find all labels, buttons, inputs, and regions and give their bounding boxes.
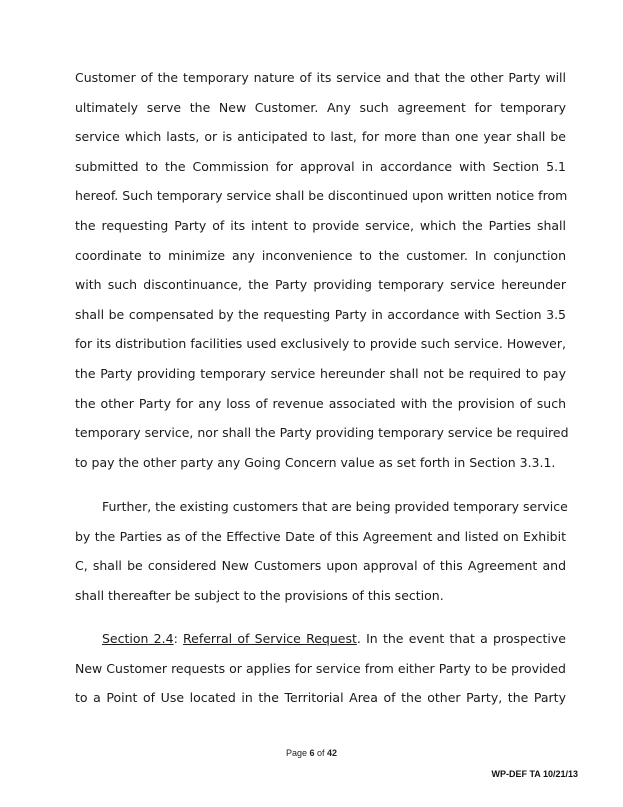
paragraph-existing-customers xyxy=(75,492,566,610)
text-line: hereof. Such temporary service shall be discontinued upon written notice from xyxy=(75,188,568,204)
text-line: by the Parties as of the Effective Date of this Agreement and listed on Exhibit xyxy=(75,528,566,544)
text-line: ultimately serve the New Customer. Any such agreement for temporary xyxy=(75,99,566,115)
document-id: WP-DEF TA 10/21/13 xyxy=(491,769,578,779)
text-line: shall be compensated by the requesting Party in accordance with Section 3.5 xyxy=(75,306,566,322)
paragraph-temporary-service xyxy=(75,63,569,477)
page-prefix: Page xyxy=(285,748,310,758)
section-title: Referral of Service Request xyxy=(183,631,357,646)
text-line: to a Point of Use located in the Territorial Area of the other Party, the Party xyxy=(75,690,566,706)
section-colon: : xyxy=(173,631,178,646)
section-heading-line xyxy=(75,624,566,654)
text-line: service which lasts, or is anticipated to last, for more than one year shall be xyxy=(75,129,566,145)
text-line: New Customer requests or applies for service from either Party to be provided xyxy=(75,660,566,676)
text-line: Customer of the temporary nature of its service and that the other Party will xyxy=(75,70,566,85)
text-line: shall thereafter be subject to the provisions of this section. xyxy=(75,587,444,603)
text-line: submitted to the Commission for approval in accordance with Section 5.1 xyxy=(75,158,566,174)
text-line: the other Party for any loss of revenue associated with the provision of such xyxy=(75,395,566,411)
text-line: C, shall be considered New Customers upon approval of this Agreement and xyxy=(75,558,566,574)
page-number: 6 xyxy=(309,748,315,758)
section-first-line-rest: . In the event that a prospective xyxy=(356,631,566,646)
text-line: coordinate to minimize any inconvenience to the customer. In conjunction xyxy=(75,247,566,263)
page-of: of xyxy=(314,748,328,758)
text-line: Further, the existing customers that are being provided temporary service xyxy=(102,499,568,514)
text-line: temporary service, nor shall the Party providing temporary service be required xyxy=(75,425,569,441)
text-line: the requesting Party of its intent to provide service, which the Parties shall xyxy=(75,217,566,233)
page-total: 42 xyxy=(327,748,338,758)
paragraph-section-2-4 xyxy=(75,624,566,713)
section-number: Section 2.4 xyxy=(102,631,174,646)
text-line: with such discontinuance, the Party providing temporary service hereunder xyxy=(75,277,566,293)
text-line: to pay the other party any Going Concern value as set forth in Section 3.3.1. xyxy=(75,454,556,470)
text-line: the Party providing temporary service hereunder shall not be required to pay xyxy=(75,365,566,381)
text-line: for its distribution facilities used exclusively to provide such service. However, xyxy=(75,336,566,352)
page-number-footer xyxy=(0,748,623,758)
